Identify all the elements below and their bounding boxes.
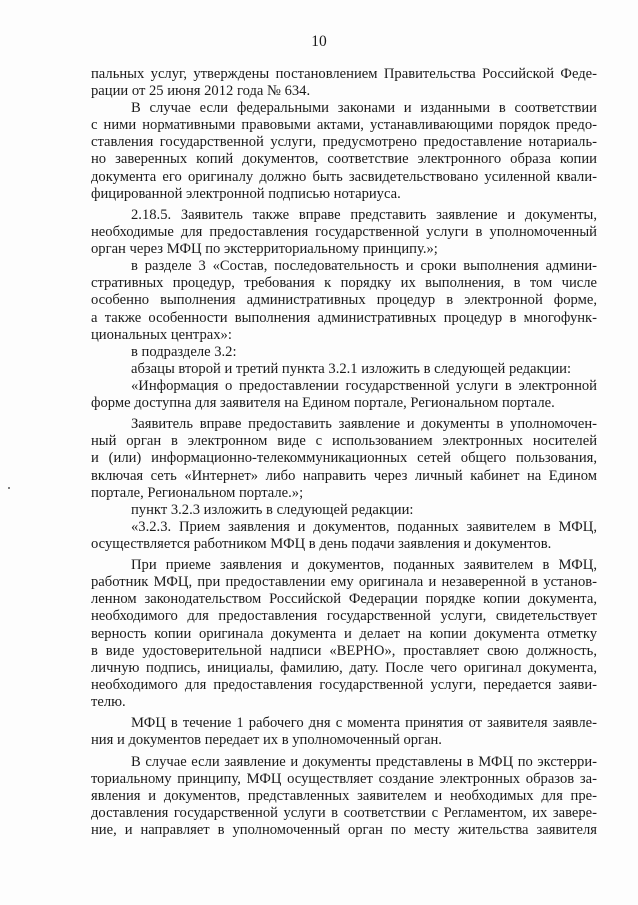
text-line: работник МФЦ, при предоставлении ему оригинала и незаверенной в установ-	[91, 574, 597, 591]
text-line: МФЦ в течение 1 рабочего дня с момента принятия от заявителя заявле-	[131, 715, 597, 732]
text-line: в подразделе 3.2:	[131, 343, 237, 360]
text-line: «Информация о предоставлении государственной услуги в электронной	[131, 377, 597, 394]
text-line: форме доступна для заявителя на Едином портале, Региональном портале.	[91, 394, 555, 411]
paragraph	[91, 361, 597, 378]
paragraph	[91, 66, 597, 100]
text-line: пальных услуг, утверждены постановлением Правительства Российской Феде-	[91, 66, 597, 82]
paragraph	[91, 100, 597, 203]
paragraph	[91, 416, 597, 501]
text-line: абзацы второй и третий пункта 3.2.1 изложить в следующей редакции:	[131, 360, 572, 377]
text-line: рации от 25 июня 2012 года № 634.	[91, 83, 311, 100]
text-line: портале, Региональном портале.»;	[91, 484, 304, 501]
text-line: При приеме заявления и документов, поданных заявителем в МФЦ,	[131, 557, 597, 574]
paragraph	[91, 258, 597, 343]
text-line: 2.18.5. Заявитель также вправе представить заявление и документы,	[131, 206, 597, 223]
paragraph	[91, 519, 597, 553]
scan-speck	[8, 487, 10, 489]
text-line: В случае если заявление и документы представлены в МФЦ по экстерри-	[131, 753, 597, 770]
text-line: доставления государственной услуги в соответствии с Регламентом, их завере-	[91, 804, 597, 821]
text-line: ние, и направляет в уполномоченный орган по месту жительства заявителя	[91, 821, 597, 838]
text-line: документа его оригиналу должно быть засвидетельствовано усиленной квали-	[91, 168, 597, 185]
text-line: необходимого для предоставления государственной услуги, передается заяви-	[91, 676, 597, 693]
paragraph	[91, 207, 597, 258]
text-line: стративных процедур, требования к порядку их выполнения, в том числе	[91, 275, 597, 292]
text-line: пункт 3.2.3 изложить в следующей редакции:	[131, 501, 414, 518]
text-line: телю.	[91, 693, 126, 710]
paragraph	[91, 378, 597, 412]
text-line: Заявитель вправе предоставить заявление и документы в уполномочен-	[131, 416, 597, 433]
paragraph	[91, 502, 597, 519]
text-line: В случае если федеральными законами и изданными в соответствии	[131, 100, 597, 117]
page-number: 10	[311, 33, 327, 50]
text-line: осуществляется работником МФЦ в день подачи заявления и документов.	[91, 535, 552, 552]
text-line: ставления государственной услуги, предусмотрено предоставление нотариаль-	[91, 134, 597, 151]
text-line: ный орган в электронном виде с использованием электронных носителей	[91, 433, 597, 450]
paragraph	[91, 557, 597, 711]
text-line: ториальному принципу, МФЦ осуществляет создание электронных образов за-	[91, 770, 597, 787]
text-line: в виде удостоверительной надписи «ВЕРНО», проставляет свою должность,	[91, 642, 597, 659]
paragraph	[91, 715, 597, 749]
text-line: личную подпись, инициалы, фамилию, дату. После чего оригинал документа,	[91, 659, 597, 676]
text-line: с ними нормативными правовыми актами, устанавливающими порядок предо-	[91, 117, 597, 134]
paragraph	[91, 344, 597, 361]
paragraph	[91, 754, 597, 839]
text-line: орган через МФЦ по экстерриториальному принципу.»;	[91, 241, 438, 258]
text-line: ленном законодательством Российской Федерации порядке копии документа,	[91, 591, 597, 608]
text-line: фицированной электронной подписью нотариуса.	[91, 185, 401, 202]
text-line: необходимые для предоставления государственной услуги в уполномоченный	[91, 224, 597, 241]
text-line: верность копии оригинала документа и делает на копии документа отметку	[91, 625, 597, 642]
text-line: явления и документов, представленных заявителем и необходимых для пре-	[91, 787, 597, 804]
text-line: а также особенности выполнения административных процедур в многофунк-	[91, 309, 597, 326]
document-body	[91, 66, 597, 839]
text-line: особенно выполнения административных процедур в электронной форме,	[91, 292, 597, 309]
text-line: и (или) информационно-телекоммуникационных сетей общего пользования,	[91, 450, 597, 467]
text-line: в разделе 3 «Состав, последовательность и сроки выполнения админи-	[131, 258, 597, 275]
text-line: «3.2.3. Прием заявления и документов, поданных заявителем в МФЦ,	[131, 518, 597, 535]
text-line: включая сеть «Интернет» либо направить через личный кабинет на Едином	[91, 467, 597, 484]
text-line: ния и документов передает их в уполномоченный орган.	[91, 732, 442, 749]
text-line: необходимого для предоставления государственной услуги, свидетельствует	[91, 608, 597, 625]
text-line: циональных центрах»:	[91, 326, 232, 343]
text-line: но заверенных копий документов, соответствие электронного образа копии	[91, 151, 597, 168]
